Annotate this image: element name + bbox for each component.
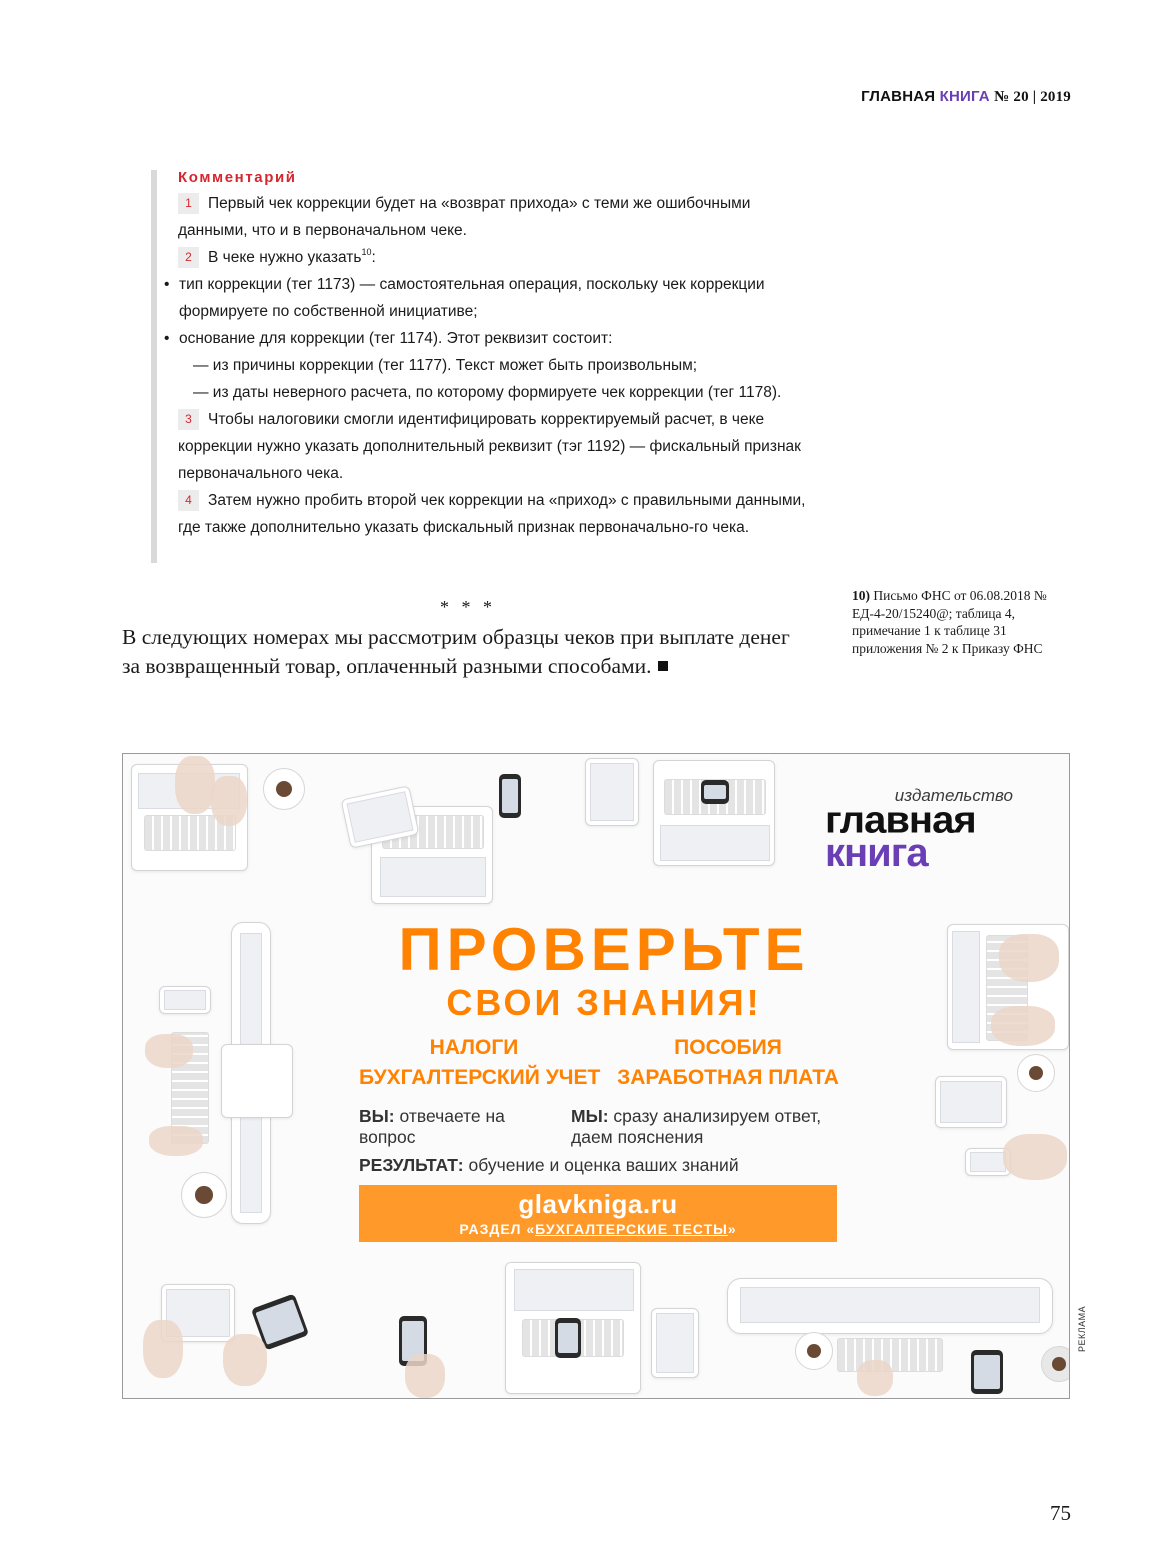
phone-illustration [555, 1318, 581, 1358]
commentary-block [178, 166, 818, 541]
comment-item-1-text: Первый чек коррекции будет на «возврат прихода» с теми же ошибочными данными, что и в первоначальном чеке. [178, 195, 751, 239]
bullet-item: • тип коррекции (тег 1173) — самостоятельная операция, поскольку чек коррекции формируете по собственной инициативе; [164, 271, 818, 325]
hand-illustration [175, 756, 215, 814]
phone-screen [164, 990, 206, 1010]
ad-we-block [571, 1106, 841, 1148]
phone-illustration [971, 1350, 1003, 1394]
ad-topic-taxes: НАЛОГИ [429, 1036, 519, 1059]
tablet-illustration [585, 758, 639, 826]
logo-subtitle: издательство [894, 786, 1013, 805]
comment-side-bar [151, 170, 157, 563]
ad-you-block [359, 1106, 559, 1148]
laptop-illustration [653, 760, 775, 866]
ad-cta-section-link[interactable]: БУХГАЛТЕРСКИЕ ТЕСТЫ [535, 1221, 728, 1237]
coffee-cup-icon [795, 1332, 833, 1370]
monitor-stand [221, 1044, 293, 1118]
laptop-screen [952, 931, 980, 1043]
ad-headline-2: СВОИ ЗНАНИЯ! [446, 982, 762, 1023]
ad-cta-button[interactable] [359, 1185, 837, 1242]
dash-item: — из даты неверного расчета, по которому формируете чек коррекции (тег 1178). [193, 384, 782, 401]
ad-result-label: РЕЗУЛЬТАТ: [359, 1155, 464, 1175]
coffee-cup-icon [263, 768, 305, 810]
hand-illustration [991, 1006, 1055, 1046]
cd-disc-icon [1041, 1346, 1070, 1382]
advertisement-label: РЕКЛАМА [1077, 1305, 1087, 1352]
ad-you-label: ВЫ: [359, 1106, 395, 1126]
brand-name-part2: КНИГА [939, 88, 990, 105]
monitor-screen [740, 1287, 1040, 1323]
coffee-cup-icon [181, 1172, 227, 1218]
phone-illustration [701, 780, 729, 804]
comment-item-2-text: В чеке нужно указать [208, 249, 362, 266]
hand-illustration [999, 934, 1059, 982]
page-number: 75 [1050, 1501, 1071, 1525]
laptop-screen [660, 825, 770, 861]
footnote [852, 587, 1067, 657]
tablet-screen [590, 763, 634, 821]
closing-paragraph-text: В следующих номерах мы рассмотрим образцы чеков при выплате денег за возвращенный товар, оплаченный разными способами. [122, 625, 790, 678]
tablet-illustration [935, 1076, 1007, 1128]
phone-screen [970, 1152, 1006, 1172]
comment-item-4 [178, 487, 818, 541]
comment-number-badge: 3 [178, 409, 199, 430]
hand-illustration [143, 1320, 183, 1378]
monitor-illustration [727, 1278, 1053, 1334]
issue-number: № 20 | 2019 [994, 89, 1071, 105]
coffee-cup-icon [1017, 1054, 1055, 1092]
comment-number-badge: 1 [178, 193, 199, 214]
comment-item-4-text: Затем нужно пробить второй чек коррекции на «приход» с правильными данными, где также дополнительно указать фискальный признак первоначально-го чека. [178, 492, 806, 536]
footnote-text: Письмо ФНС от 06.08.2018 № ЕД-4-20/15240@; таблица 4, примечание 1 к таблице 31 приложения № 2 к Приказу ФНС [852, 588, 1047, 656]
comment-number-badge: 2 [178, 247, 199, 268]
hand-illustration [145, 1034, 193, 1068]
ad-topic-benefits: ПОСОБИЯ [674, 1036, 782, 1059]
commentary-title: Комментарий [178, 169, 297, 186]
laptop-screen [514, 1269, 634, 1311]
comment-item-2 [178, 244, 818, 271]
hand-illustration [223, 1334, 267, 1386]
ad-cta-section[interactable] [359, 1220, 837, 1238]
brand-name-part1: ГЛАВНАЯ [861, 88, 936, 105]
comment-item-2-colon: : [371, 249, 376, 266]
logo-line-2: книга [825, 831, 928, 875]
end-mark-square [658, 661, 668, 671]
ad-cta-url[interactable]: glavkniga.ru [518, 1189, 678, 1219]
hand-illustration [149, 1126, 203, 1156]
comment-item-3 [178, 406, 818, 487]
comment-item-3-text: Чтобы налоговики смогли идентифицировать корректируемый расчет, в чеке коррекции нужно указать дополнительный реквизит (тэг 1192) — фискальный признак первоначального чека. [178, 411, 801, 482]
laptop-screen [380, 857, 486, 897]
running-header [861, 88, 1071, 106]
ad-topic-salary: ЗАРАБОТНАЯ ПЛАТА [617, 1066, 839, 1089]
tablet-illustration [651, 1308, 699, 1378]
dash-item: — из причины коррекции (тег 1177). Текст может быть произвольным; [193, 357, 698, 374]
ad-result-block [359, 1155, 859, 1176]
comment-item-1 [178, 190, 818, 244]
comment-number-badge: 4 [178, 490, 199, 511]
footnote-number: 10) [852, 588, 870, 603]
ad-topic-accounting: БУХГАЛТЕРСКИЙ УЧЕТ [359, 1066, 601, 1089]
ad-cta-section-suffix: » [727, 1221, 737, 1237]
tablet-screen [346, 791, 413, 843]
tablet-screen [656, 1313, 694, 1373]
ad-we-text: сразу анализируем ответ, даем пояснения [571, 1106, 822, 1147]
phone-illustration [499, 774, 521, 818]
ad-headline-1: ПРОВЕРЬТЕ [398, 916, 810, 983]
closing-paragraph [122, 623, 812, 681]
ad-cta-section-prefix: РАЗДЕЛ « [459, 1221, 536, 1237]
advertisement-banner[interactable] [122, 753, 1070, 1399]
logo-line-1: главная [825, 799, 976, 841]
ad-result-text: обучение и оценка ваших знаний [468, 1155, 739, 1175]
phone-illustration [159, 986, 211, 1014]
footnote-reference[interactable]: 10 [361, 247, 372, 257]
ad-we-label: МЫ: [571, 1106, 609, 1126]
hand-illustration [405, 1354, 445, 1398]
hand-illustration [211, 776, 247, 826]
hand-illustration [857, 1360, 893, 1396]
ad-you-text: отвечаете на вопрос [359, 1106, 505, 1147]
tablet-screen [940, 1081, 1002, 1123]
bullet-item: • основание для коррекции (тег 1174). Этот реквизит состоит: [164, 325, 818, 352]
section-separator: * * * [440, 597, 496, 617]
hand-illustration [1003, 1134, 1067, 1180]
